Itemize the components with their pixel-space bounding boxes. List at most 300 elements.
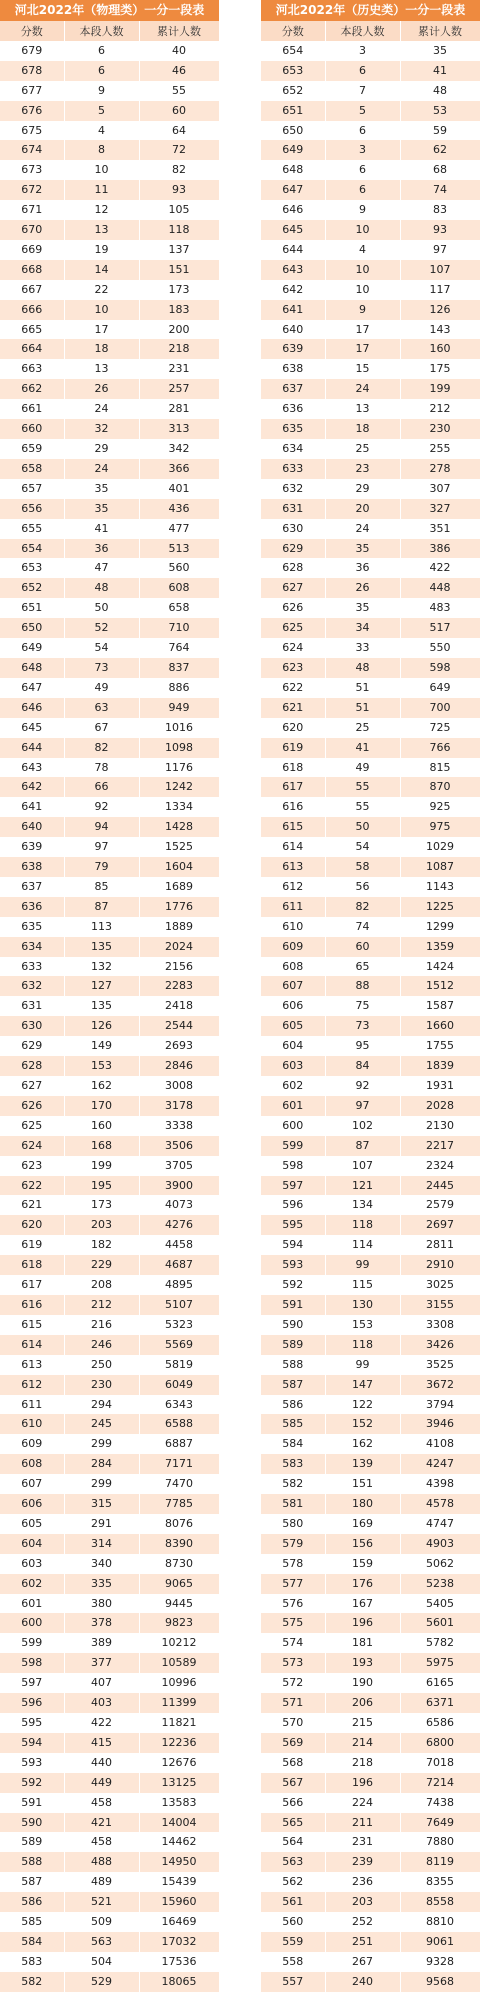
score-cell: 649 [261, 140, 325, 160]
table-row [261, 837, 480, 857]
cumulative-count-cell: 13583 [139, 1793, 219, 1813]
table-row [261, 1912, 480, 1932]
segment-count-cell: 17 [325, 320, 400, 340]
cumulative-count-cell: 10212 [139, 1633, 219, 1653]
cumulative-count-cell: 7785 [139, 1494, 219, 1514]
table-row [261, 1534, 480, 1554]
table-row [0, 698, 219, 718]
table-row [0, 1235, 219, 1255]
table-row [261, 240, 480, 260]
cumulative-count-cell: 281 [139, 399, 219, 419]
table-row [0, 459, 219, 479]
score-cell: 637 [0, 877, 64, 897]
segment-count-cell: 10 [325, 260, 400, 280]
score-cell: 587 [0, 1872, 64, 1892]
segment-count-cell: 314 [64, 1534, 139, 1554]
score-cell: 585 [0, 1912, 64, 1932]
score-cell: 619 [261, 738, 325, 758]
cumulative-count-cell: 183 [139, 300, 219, 320]
cumulative-count-cell: 5569 [139, 1335, 219, 1355]
segment-count-cell: 488 [64, 1852, 139, 1872]
cumulative-count-cell: 12676 [139, 1753, 219, 1773]
score-cell: 644 [261, 240, 325, 260]
score-cell: 598 [261, 1156, 325, 1176]
score-cell: 646 [0, 698, 64, 718]
cumulative-count-cell: 513 [139, 539, 219, 559]
table-row [0, 837, 219, 857]
segment-count-cell: 440 [64, 1753, 139, 1773]
table-row [261, 320, 480, 340]
table-row [0, 379, 219, 399]
segment-count-cell: 118 [325, 1215, 400, 1235]
cumulative-count-cell: 83 [400, 200, 480, 220]
cumulative-count-cell: 649 [400, 678, 480, 698]
score-cell: 646 [261, 200, 325, 220]
segment-count-cell: 403 [64, 1693, 139, 1713]
cumulative-count-cell: 16469 [139, 1912, 219, 1932]
segment-count-cell: 4 [325, 240, 400, 260]
cumulative-count-cell: 1776 [139, 897, 219, 917]
table-row [0, 976, 219, 996]
table-row [0, 140, 219, 160]
score-cell: 628 [0, 1056, 64, 1076]
segment-count-cell: 218 [325, 1753, 400, 1773]
table-row [261, 638, 480, 658]
cumulative-count-cell: 9061 [400, 1932, 480, 1952]
segment-count-cell: 87 [64, 897, 139, 917]
table-row [261, 1514, 480, 1534]
score-cell: 647 [261, 180, 325, 200]
table-row [0, 419, 219, 439]
segment-count-cell: 6 [325, 61, 400, 81]
table-row [261, 61, 480, 81]
cumulative-count-cell: 4895 [139, 1275, 219, 1295]
score-cell: 607 [261, 976, 325, 996]
segment-count-cell: 190 [325, 1673, 400, 1693]
score-cell: 677 [0, 81, 64, 101]
history-header-row [261, 21, 480, 41]
segment-count-cell: 7 [325, 81, 400, 101]
cumulative-count-cell: 448 [400, 578, 480, 598]
table-row [0, 957, 219, 977]
cumulative-count-cell: 105 [139, 200, 219, 220]
table-row [261, 1355, 480, 1375]
cumulative-count-cell: 12236 [139, 1733, 219, 1753]
score-cell: 568 [261, 1753, 325, 1773]
segment-count-cell: 135 [64, 937, 139, 957]
segment-count-cell: 79 [64, 857, 139, 877]
score-cell: 613 [0, 1355, 64, 1375]
score-cell: 634 [261, 439, 325, 459]
cumulative-count-cell: 3338 [139, 1116, 219, 1136]
score-cell: 662 [0, 379, 64, 399]
segment-count-cell: 54 [64, 638, 139, 658]
segment-count-cell: 35 [325, 539, 400, 559]
segment-count-cell: 11 [64, 180, 139, 200]
table-row [261, 758, 480, 778]
cumulative-count-cell: 710 [139, 618, 219, 638]
segment-count-cell: 206 [325, 1693, 400, 1713]
table-row [0, 817, 219, 837]
cumulative-count-cell: 14004 [139, 1813, 219, 1833]
score-cell: 591 [0, 1793, 64, 1813]
score-cell: 585 [261, 1414, 325, 1434]
table-row [261, 937, 480, 957]
table-row [0, 1176, 219, 1196]
segment-count-cell: 216 [64, 1315, 139, 1335]
segment-count-cell: 130 [325, 1295, 400, 1315]
table-row [261, 1414, 480, 1434]
physics-score-table [0, 21, 220, 1992]
score-cell: 573 [261, 1653, 325, 1673]
table-row [0, 638, 219, 658]
table-row [261, 459, 480, 479]
table-row [261, 1753, 480, 1773]
segment-count-cell: 20 [325, 499, 400, 519]
score-cell: 625 [261, 618, 325, 638]
cumulative-count-cell: 4747 [400, 1514, 480, 1534]
cumulative-count-cell: 1525 [139, 837, 219, 857]
score-cell: 612 [0, 1375, 64, 1395]
segment-count-cell: 284 [64, 1454, 139, 1474]
score-cell: 664 [0, 339, 64, 359]
segment-count-cell: 94 [64, 817, 139, 837]
table-row [261, 618, 480, 638]
segment-count-cell: 32 [64, 419, 139, 439]
table-row [261, 1773, 480, 1793]
table-row [0, 658, 219, 678]
score-cell: 644 [0, 738, 64, 758]
score-cell: 615 [261, 817, 325, 837]
table-row [261, 1056, 480, 1076]
segment-count-cell: 214 [325, 1733, 400, 1753]
cumulative-count-cell: 3525 [400, 1355, 480, 1375]
segment-count-cell: 151 [325, 1474, 400, 1494]
cumulative-count-cell: 386 [400, 539, 480, 559]
cumulative-count-cell: 1587 [400, 996, 480, 1016]
table-row [261, 1176, 480, 1196]
segment-count-cell: 6 [325, 121, 400, 141]
segment-count-cell: 159 [325, 1554, 400, 1574]
table-row [0, 61, 219, 81]
table-row [261, 101, 480, 121]
cumulative-count-cell: 17032 [139, 1932, 219, 1952]
table-row [0, 1892, 219, 1912]
score-cell: 623 [0, 1156, 64, 1176]
score-cell: 605 [261, 1016, 325, 1036]
score-cell: 611 [0, 1395, 64, 1415]
cumulative-count-cell: 598 [400, 658, 480, 678]
cumulative-count-cell: 1660 [400, 1016, 480, 1036]
segment-count-cell: 95 [325, 1036, 400, 1056]
segment-count-cell: 24 [325, 519, 400, 539]
cumulative-count-cell: 7438 [400, 1793, 480, 1813]
cumulative-count-cell: 11821 [139, 1713, 219, 1733]
segment-count-cell: 22 [64, 280, 139, 300]
cumulative-count-cell: 483 [400, 598, 480, 618]
segment-count-cell: 529 [64, 1972, 139, 1992]
segment-count-cell: 73 [64, 658, 139, 678]
cumulative-count-cell: 8119 [400, 1852, 480, 1872]
cumulative-count-cell: 6049 [139, 1375, 219, 1395]
cumulative-count-cell: 2579 [400, 1195, 480, 1215]
score-cell: 609 [261, 937, 325, 957]
cumulative-count-cell: 1143 [400, 877, 480, 897]
score-cell: 594 [261, 1235, 325, 1255]
segment-count-cell: 176 [325, 1574, 400, 1594]
cumulative-count-cell: 4578 [400, 1494, 480, 1514]
segment-count-cell: 195 [64, 1176, 139, 1196]
segment-count-cell: 139 [325, 1454, 400, 1474]
segment-count-cell: 521 [64, 1892, 139, 1912]
cumulative-count-cell: 5601 [400, 1613, 480, 1633]
segment-count-cell: 25 [325, 439, 400, 459]
score-cell: 657 [0, 479, 64, 499]
segment-count-cell: 97 [325, 1096, 400, 1116]
segment-count-cell: 48 [325, 658, 400, 678]
cumulative-count-cell: 64 [139, 121, 219, 141]
table-row [0, 81, 219, 101]
score-cell: 601 [261, 1096, 325, 1116]
segment-count-cell: 182 [64, 1235, 139, 1255]
table-row [0, 1215, 219, 1235]
table-row [0, 1136, 219, 1156]
cumulative-count-cell: 2156 [139, 957, 219, 977]
score-cell: 569 [261, 1733, 325, 1753]
score-cell: 611 [261, 897, 325, 917]
table-row [0, 877, 219, 897]
cumulative-count-cell: 1689 [139, 877, 219, 897]
cumulative-count-cell: 1098 [139, 738, 219, 758]
score-cell: 606 [0, 1494, 64, 1514]
cumulative-count-cell: 10996 [139, 1673, 219, 1693]
segment-count-cell: 92 [325, 1076, 400, 1096]
score-cell: 640 [261, 320, 325, 340]
score-cell: 617 [261, 777, 325, 797]
cumulative-count-cell: 3178 [139, 1096, 219, 1116]
score-cell: 564 [261, 1832, 325, 1852]
segment-count-cell: 10 [325, 280, 400, 300]
table-row [261, 479, 480, 499]
segment-count-cell: 65 [325, 957, 400, 977]
score-cell: 610 [0, 1414, 64, 1434]
table-row [0, 320, 219, 340]
score-cell: 579 [261, 1534, 325, 1554]
table-row [261, 658, 480, 678]
cumulative-count-cell: 14462 [139, 1832, 219, 1852]
score-cell: 578 [261, 1554, 325, 1574]
table-row [261, 1215, 480, 1235]
segment-count-cell: 82 [325, 897, 400, 917]
table-row [261, 698, 480, 718]
score-cell: 607 [0, 1474, 64, 1494]
cumulative-count-cell: 3308 [400, 1315, 480, 1335]
segment-count-cell: 55 [325, 777, 400, 797]
score-cell: 665 [0, 320, 64, 340]
cumulative-count-cell: 815 [400, 758, 480, 778]
segment-count-cell: 87 [325, 1136, 400, 1156]
score-cell: 571 [261, 1693, 325, 1713]
table-row [0, 558, 219, 578]
table-row [261, 817, 480, 837]
cumulative-count-cell: 13125 [139, 1773, 219, 1793]
cumulative-count-cell: 5238 [400, 1574, 480, 1594]
table-row [0, 220, 219, 240]
segment-count-cell: 407 [64, 1673, 139, 1693]
score-cell: 633 [0, 957, 64, 977]
score-cell: 617 [0, 1275, 64, 1295]
score-cell: 625 [0, 1116, 64, 1136]
score-cell: 627 [261, 578, 325, 598]
cumulative-count-cell: 4398 [400, 1474, 480, 1494]
score-cell: 663 [0, 359, 64, 379]
table-row [261, 718, 480, 738]
cumulative-count-cell: 5405 [400, 1594, 480, 1614]
table-row [261, 519, 480, 539]
score-cell: 580 [261, 1514, 325, 1534]
score-cell: 639 [261, 339, 325, 359]
segment-count-cell: 5 [325, 101, 400, 121]
table-row [261, 419, 480, 439]
table-row [0, 200, 219, 220]
score-cell: 600 [0, 1613, 64, 1633]
cumulative-count-cell: 307 [400, 479, 480, 499]
cumulative-count-cell: 3705 [139, 1156, 219, 1176]
table-row [261, 917, 480, 937]
table-row [261, 1494, 480, 1514]
table-row [261, 1315, 480, 1335]
segment-count-cell: 56 [325, 877, 400, 897]
table-row [0, 1275, 219, 1295]
cumulative-count-cell: 1755 [400, 1036, 480, 1056]
segment-count-cell: 52 [64, 618, 139, 638]
cumulative-count-cell: 72 [139, 140, 219, 160]
segment-count-cell: 152 [325, 1414, 400, 1434]
segment-count-cell: 245 [64, 1414, 139, 1434]
segment-count-cell: 126 [64, 1016, 139, 1036]
segment-count-cell: 55 [325, 797, 400, 817]
cumulative-count-cell: 1512 [400, 976, 480, 996]
table-row [0, 1076, 219, 1096]
segment-count-cell: 54 [325, 837, 400, 857]
segment-count-cell: 340 [64, 1554, 139, 1574]
segment-count-cell: 168 [64, 1136, 139, 1156]
segment-count-cell: 149 [64, 1036, 139, 1056]
score-cell: 608 [0, 1454, 64, 1474]
cumulative-count-cell: 218 [139, 339, 219, 359]
cumulative-count-cell: 2693 [139, 1036, 219, 1056]
score-cell: 632 [261, 479, 325, 499]
table-row [261, 180, 480, 200]
table-row [261, 200, 480, 220]
segment-count-cell: 162 [325, 1434, 400, 1454]
score-cell: 563 [261, 1852, 325, 1872]
cumulative-count-cell: 1029 [400, 837, 480, 857]
segment-count-cell: 196 [325, 1613, 400, 1633]
cumulative-count-cell: 3900 [139, 1176, 219, 1196]
cumulative-count-cell: 68 [400, 160, 480, 180]
segment-count-cell: 35 [325, 598, 400, 618]
table-row [261, 1116, 480, 1136]
cumulative-count-cell: 137 [139, 240, 219, 260]
cumulative-count-cell: 11399 [139, 1693, 219, 1713]
table-row [261, 539, 480, 559]
table-row [0, 1534, 219, 1554]
table-row [261, 41, 480, 61]
score-cell: 649 [0, 638, 64, 658]
table-row [0, 1773, 219, 1793]
score-cell: 653 [261, 61, 325, 81]
segment-count-cell: 389 [64, 1633, 139, 1653]
header-score: 分数 [261, 21, 325, 41]
cumulative-count-cell: 7649 [400, 1813, 480, 1833]
score-cell: 616 [0, 1295, 64, 1315]
segment-count-cell: 239 [325, 1852, 400, 1872]
score-cell: 658 [0, 459, 64, 479]
table-row [261, 81, 480, 101]
score-cell: 575 [261, 1613, 325, 1633]
segment-count-cell: 422 [64, 1713, 139, 1733]
segment-count-cell: 252 [325, 1912, 400, 1932]
cumulative-count-cell: 53 [400, 101, 480, 121]
table-row [0, 1753, 219, 1773]
segment-count-cell: 10 [64, 160, 139, 180]
score-cell: 660 [0, 419, 64, 439]
score-cell: 671 [0, 200, 64, 220]
score-cell: 636 [0, 897, 64, 917]
cumulative-count-cell: 1604 [139, 857, 219, 877]
table-row [261, 1395, 480, 1415]
cumulative-count-cell: 6887 [139, 1434, 219, 1454]
segment-count-cell: 24 [64, 459, 139, 479]
cumulative-count-cell: 3946 [400, 1414, 480, 1434]
cumulative-count-cell: 200 [139, 320, 219, 340]
score-cell: 629 [261, 539, 325, 559]
table-row [0, 1932, 219, 1952]
table-row [261, 797, 480, 817]
header-score: 分数 [0, 21, 64, 41]
table-row [0, 1494, 219, 1514]
table-row [0, 758, 219, 778]
table-row [261, 300, 480, 320]
table-row [261, 1295, 480, 1315]
cumulative-count-cell: 126 [400, 300, 480, 320]
score-cell: 592 [0, 1773, 64, 1793]
table-row [0, 499, 219, 519]
table-row [0, 1554, 219, 1574]
table-row [0, 41, 219, 61]
score-cell: 566 [261, 1793, 325, 1813]
segment-count-cell: 335 [64, 1574, 139, 1594]
table-row [261, 857, 480, 877]
segment-count-cell: 63 [64, 698, 139, 718]
score-cell: 667 [0, 280, 64, 300]
segment-count-cell: 9 [325, 200, 400, 220]
table-row [261, 996, 480, 1016]
table-row [0, 1295, 219, 1315]
cumulative-count-cell: 3672 [400, 1375, 480, 1395]
table-row [0, 857, 219, 877]
score-cell: 630 [0, 1016, 64, 1036]
segment-count-cell: 489 [64, 1872, 139, 1892]
segment-count-cell: 377 [64, 1653, 139, 1673]
table-row [0, 578, 219, 598]
score-cell: 600 [261, 1116, 325, 1136]
table-row [0, 1414, 219, 1434]
segment-count-cell: 3 [325, 140, 400, 160]
segment-count-cell: 153 [64, 1056, 139, 1076]
segment-count-cell: 10 [64, 300, 139, 320]
